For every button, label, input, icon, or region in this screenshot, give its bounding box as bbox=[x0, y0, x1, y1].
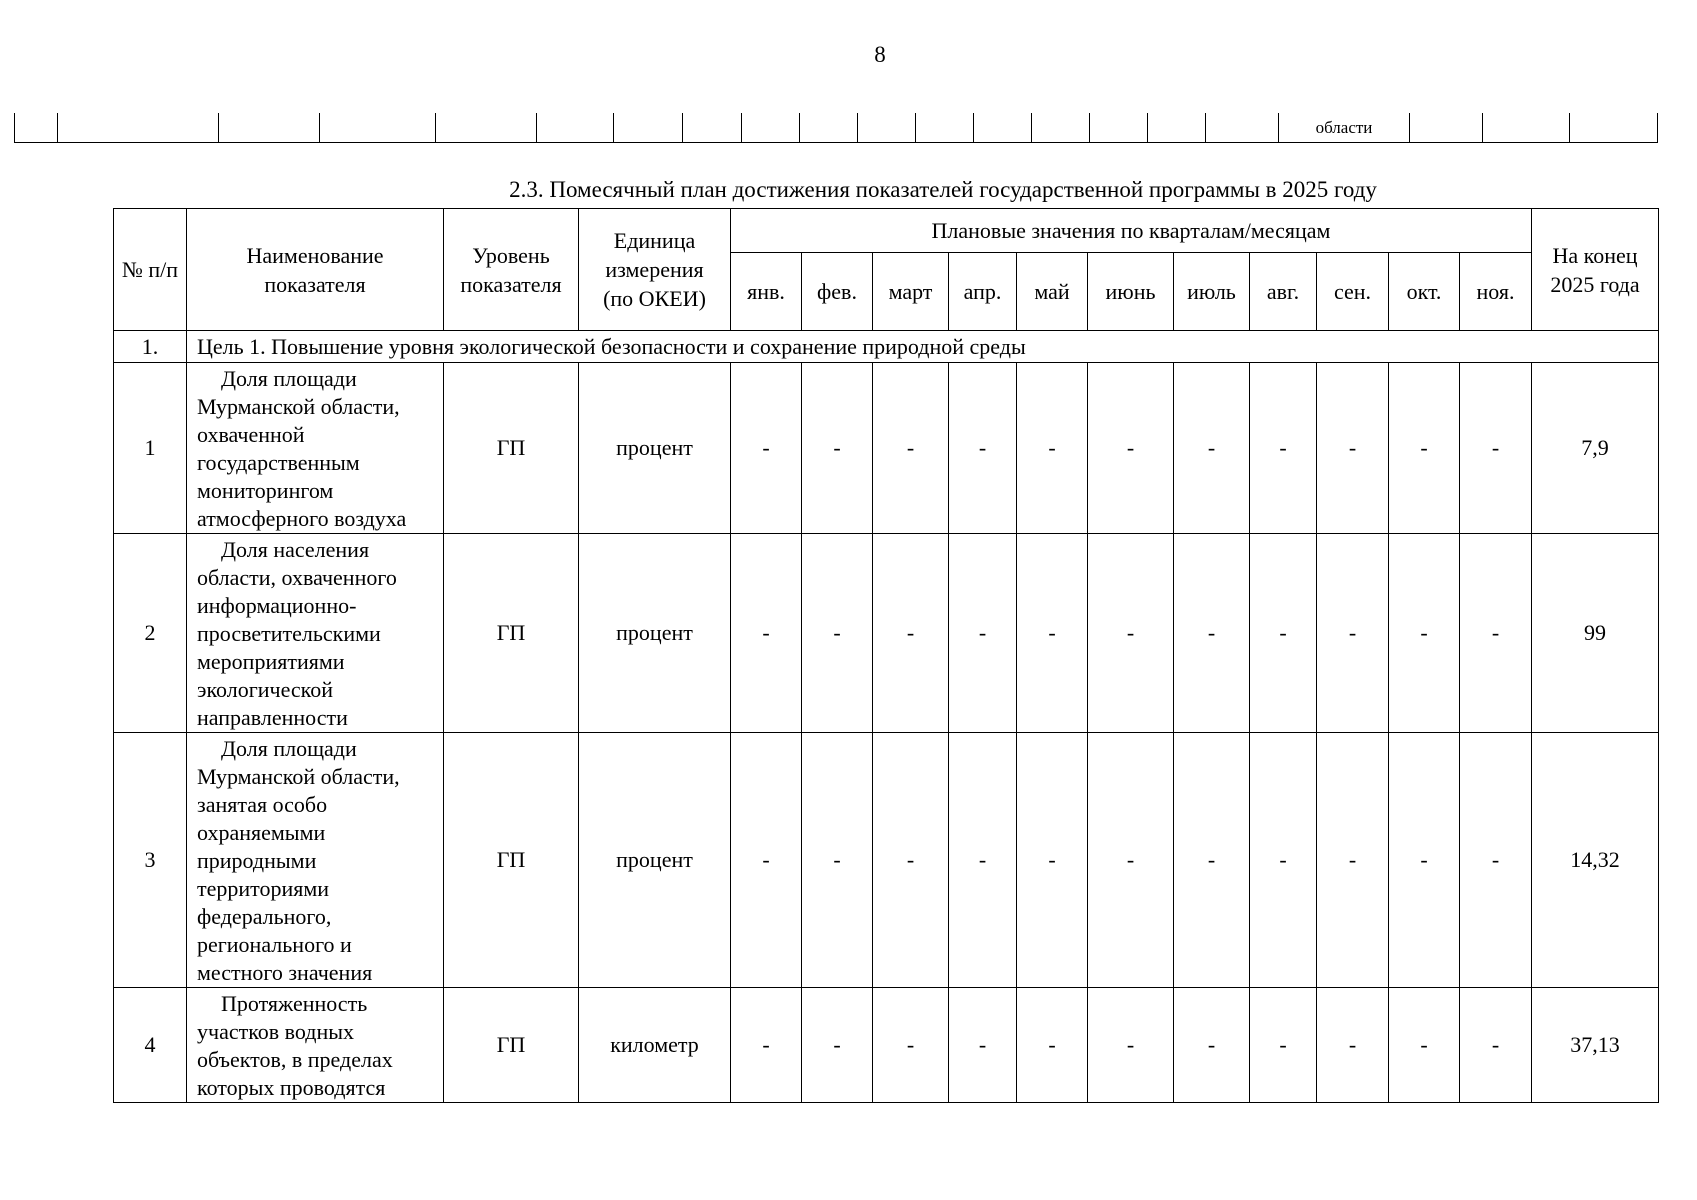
fragment-cell bbox=[58, 113, 219, 143]
header-month: сен. bbox=[1317, 253, 1389, 331]
month-value: - bbox=[731, 534, 802, 733]
header-month: фев. bbox=[802, 253, 873, 331]
month-value: - bbox=[802, 363, 873, 534]
header-month: авг. bbox=[1250, 253, 1317, 331]
indicator-name bbox=[187, 733, 444, 988]
month-value: - bbox=[1017, 534, 1088, 733]
indicator-level: ГП bbox=[444, 733, 579, 988]
indicator-name-line: объектов, в пределах bbox=[197, 1047, 393, 1072]
monthly-plan-table bbox=[113, 208, 1659, 1103]
month-value: - bbox=[1389, 988, 1460, 1103]
indicator-name-line: Мурманской области, bbox=[197, 394, 400, 419]
month-value: - bbox=[1088, 534, 1174, 733]
header-month: май bbox=[1017, 253, 1088, 331]
table-row bbox=[114, 363, 1659, 534]
header-month: янв. bbox=[731, 253, 802, 331]
indicator-name-line: экологической bbox=[197, 677, 333, 702]
header-month: апр. bbox=[949, 253, 1017, 331]
fragment-cell bbox=[537, 113, 614, 143]
indicator-name-line: местного значения bbox=[197, 960, 373, 985]
header-month: март bbox=[873, 253, 949, 331]
month-value: - bbox=[1174, 988, 1250, 1103]
indicator-name-line: направленности bbox=[197, 705, 348, 730]
fragment-cell bbox=[15, 113, 58, 143]
month-value: - bbox=[802, 534, 873, 733]
end-of-year-value: 99 bbox=[1532, 534, 1659, 733]
indicator-name-line: занятая особо bbox=[197, 792, 328, 817]
month-value: - bbox=[1317, 733, 1389, 988]
fragment-cell bbox=[683, 113, 742, 143]
end-of-year-value: 14,32 bbox=[1532, 733, 1659, 988]
header-name: Наименование показателя bbox=[187, 209, 444, 331]
indicator-name-line: участков водных bbox=[197, 1019, 355, 1044]
month-value: - bbox=[873, 534, 949, 733]
goal-text: Цель 1. Повышение уровня экологической безопасности и сохранение природной среды bbox=[187, 331, 1659, 363]
fragment-cell bbox=[858, 113, 916, 143]
fragment-cell bbox=[1090, 113, 1148, 143]
month-value: - bbox=[1017, 363, 1088, 534]
fragment-cell bbox=[974, 113, 1032, 143]
month-value: - bbox=[1389, 534, 1460, 733]
month-value: - bbox=[949, 988, 1017, 1103]
indicator-name-line: федерального, bbox=[197, 904, 332, 929]
month-value: - bbox=[873, 363, 949, 534]
header-end: На конец 2025 года bbox=[1532, 209, 1659, 331]
indicator-name-line: охваченной bbox=[197, 422, 305, 447]
indicator-name-line: регионального и bbox=[197, 932, 352, 957]
month-value: - bbox=[1460, 363, 1532, 534]
month-value: - bbox=[1250, 988, 1317, 1103]
fragment-cell bbox=[320, 113, 436, 143]
indicator-name-line: Доля площади bbox=[221, 366, 357, 391]
fragment-cell bbox=[1570, 113, 1658, 143]
header-month: ноя. bbox=[1460, 253, 1532, 331]
indicator-name-line: охраняемыми bbox=[197, 820, 326, 845]
fragment-cell bbox=[219, 113, 320, 143]
indicator-name-line: территориями bbox=[197, 876, 330, 901]
month-value: - bbox=[1088, 363, 1174, 534]
end-of-year-value: 7,9 bbox=[1532, 363, 1659, 534]
header-month: июль bbox=[1174, 253, 1250, 331]
header-unit: Единица измерения (по ОКЕИ) bbox=[579, 209, 731, 331]
month-value: - bbox=[802, 988, 873, 1103]
previous-table-fragment bbox=[14, 113, 1658, 143]
fragment-cell bbox=[742, 113, 800, 143]
indicator-name-line: области, охваченного bbox=[197, 565, 397, 590]
indicator-name-line: просветительскими bbox=[197, 621, 381, 646]
month-value: - bbox=[1317, 363, 1389, 534]
indicator-name-line: Доля площади bbox=[221, 736, 357, 761]
month-value: - bbox=[731, 988, 802, 1103]
month-value: - bbox=[1389, 363, 1460, 534]
month-value: - bbox=[1250, 733, 1317, 988]
indicator-name bbox=[187, 988, 444, 1103]
month-value: - bbox=[1250, 534, 1317, 733]
month-value: - bbox=[1317, 988, 1389, 1103]
month-value: - bbox=[1017, 733, 1088, 988]
month-value: - bbox=[731, 363, 802, 534]
fragment-cell bbox=[1483, 113, 1570, 143]
indicator-name-line: Доля населения bbox=[221, 537, 370, 562]
month-value: - bbox=[1389, 733, 1460, 988]
indicator-name-line: мониторингом bbox=[197, 478, 334, 503]
indicator-name bbox=[187, 534, 444, 733]
month-value: - bbox=[1088, 733, 1174, 988]
month-value: - bbox=[873, 733, 949, 988]
month-value: - bbox=[731, 733, 802, 988]
month-value: - bbox=[873, 988, 949, 1103]
goal-num: 1. bbox=[114, 331, 187, 363]
indicator-level: ГП bbox=[444, 363, 579, 534]
month-value: - bbox=[1174, 363, 1250, 534]
month-value: - bbox=[1088, 988, 1174, 1103]
indicator-name-line: природными bbox=[197, 848, 317, 873]
row-num: 1 bbox=[114, 363, 187, 534]
table-row bbox=[114, 988, 1659, 1103]
table-row bbox=[114, 733, 1659, 988]
fragment-cell bbox=[1206, 113, 1279, 143]
fragment-cell bbox=[1410, 113, 1483, 143]
fragment-cell bbox=[1032, 113, 1090, 143]
indicator-level: ГП bbox=[444, 988, 579, 1103]
indicator-name-line: Протяженность bbox=[221, 991, 368, 1016]
page-number: 8 bbox=[874, 42, 886, 67]
indicator-unit: процент bbox=[579, 534, 731, 733]
indicator-name-line: атмосферного воздуха bbox=[197, 506, 407, 531]
month-value: - bbox=[1174, 733, 1250, 988]
indicator-name-line: информационно- bbox=[197, 593, 357, 618]
header-month: июнь bbox=[1088, 253, 1174, 331]
fragment-cell bbox=[800, 113, 858, 143]
month-value: - bbox=[1174, 534, 1250, 733]
indicator-unit: процент bbox=[579, 733, 731, 988]
indicator-level: ГП bbox=[444, 534, 579, 733]
indicator-name-line: которых проводятся bbox=[197, 1075, 386, 1100]
fragment-cell bbox=[436, 113, 537, 143]
month-value: - bbox=[949, 363, 1017, 534]
fragment-cell bbox=[614, 113, 683, 143]
month-value: - bbox=[1250, 363, 1317, 534]
month-value: - bbox=[1460, 988, 1532, 1103]
fragment-cell bbox=[1148, 113, 1206, 143]
indicator-name-line: мероприятиями bbox=[197, 649, 345, 674]
fragment-cell: области bbox=[1279, 113, 1410, 143]
header-num: № п/п bbox=[114, 209, 187, 331]
indicator-name bbox=[187, 363, 444, 534]
indicator-name-line: государственным bbox=[197, 450, 360, 475]
end-of-year-value: 37,13 bbox=[1532, 988, 1659, 1103]
month-value: - bbox=[1317, 534, 1389, 733]
section-title: 2.3. Помесячный план достижения показателей государственной программы в 2025 году bbox=[509, 177, 1377, 202]
month-value: - bbox=[1460, 733, 1532, 988]
table-row bbox=[114, 534, 1659, 733]
month-value: - bbox=[1460, 534, 1532, 733]
month-value: - bbox=[949, 534, 1017, 733]
header-level: Уровень показателя bbox=[444, 209, 579, 331]
month-value: - bbox=[949, 733, 1017, 988]
header-month: окт. bbox=[1389, 253, 1460, 331]
row-num: 4 bbox=[114, 988, 187, 1103]
row-num: 3 bbox=[114, 733, 187, 988]
fragment-cell bbox=[916, 113, 974, 143]
indicator-unit: процент bbox=[579, 363, 731, 534]
month-value: - bbox=[802, 733, 873, 988]
row-num: 2 bbox=[114, 534, 187, 733]
month-value: - bbox=[1017, 988, 1088, 1103]
header-plan: Плановые значения по кварталам/месяцам bbox=[731, 209, 1532, 253]
indicator-unit: километр bbox=[579, 988, 731, 1103]
indicator-name-line: Мурманской области, bbox=[197, 764, 400, 789]
